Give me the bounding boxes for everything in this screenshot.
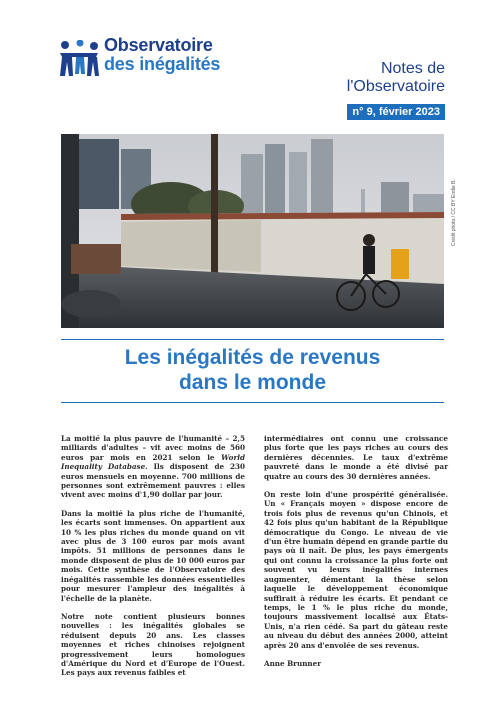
paragraph-2: Dans la moitié la plus riche de l'humanité, les écarts sont immenses. On appartient aux 10 % les plus riches du monde quand on vit avec plus de 3 100 euros par mois avant impôts. 51 millions de personnes dans le monde disposent de plus de 10 000 euros par mois. Cette synthèse de l'Observatoire des inégalités rassemble les données essentielles pour mesurer l'ampleur des inégalités à l'échelle de la planète. xyxy=(61,508,245,603)
brand-logo xyxy=(58,36,238,80)
body-column-right xyxy=(264,434,448,677)
author-name: Anne Brunner xyxy=(264,658,322,668)
photo-credit: Crédit photo / CC BY Endie B. xyxy=(451,179,457,246)
title-line2: dans le monde xyxy=(178,371,327,394)
paragraph-4: On reste loin d'une prospérité généralisée. Un « Français moyen » dispose encore de trois fois plus de revenus qu'un Chinois, et 42 fois plus qu'un habitant de la République démocratique du Congo. Le niveau de vie d'un être humain dépend en grande partie du pays où il naît. De plus, les pays émergents qui ont connu la croissance la plus forte ont souvent vu leurs inégalités internes augmenter, démentant la thèse selon laquelle le développement économique suffirait à réduire les écarts. Et pendant ce temps, le 1 % le plus riche du monde, toujours massivement localisé aux États-Unis, n'a rien cédé. Sa part du gâteau reste au niveau du début des années 2000, atteint après 20 ans d'envolée de ses revenus. xyxy=(264,490,449,650)
header-rule xyxy=(349,119,445,120)
series-line1: Notes de xyxy=(380,60,445,77)
issue-badge: n° 9, février 2023 xyxy=(347,104,445,120)
street-scene-image xyxy=(61,134,444,328)
title-rule-top xyxy=(61,339,444,340)
source-name: World Inequality Database xyxy=(61,452,245,472)
page-title xyxy=(61,345,444,395)
cover-photo xyxy=(61,134,444,328)
paragraph-3: Notre note contient plusieurs bonnes nouvelles : les inégalités globales se réduisent depuis 20 ans. Les classes moyennes et riches chinoises rejoignent progressivement leurs homologues d'Amérique du Nord et d'Europe de l'Ouest. Les pays aux revenus faibles et xyxy=(61,611,245,678)
brand-line2: des inégalités xyxy=(104,54,221,74)
paragraph-3-continued: intermédiaires ont connu une croissance plus forte que les pays riches au cours des dernières décennies. Le taux d'extrême pauvreté dans le monde a été divisé par quatre au cours des 30 dernières années. xyxy=(264,434,448,481)
people-logo-icon xyxy=(58,40,102,78)
series-line2: l'Observatoire xyxy=(346,78,445,95)
paragraph-1-start: La moitié la plus pauvre de l'humanité – 2,5 milliards d'adultes – vit avec moins de 560 euros par mois en 2021 selon le xyxy=(61,434,245,462)
brand-line1: Observatoire xyxy=(104,35,213,55)
brand-name xyxy=(104,36,220,74)
title-rule-bottom xyxy=(61,402,444,403)
body-column-left xyxy=(61,434,245,687)
paragraph-1 xyxy=(61,434,245,500)
title-line1: Les inégalités de revenus xyxy=(124,346,381,369)
paragraph-1-end: . Ils disposent de 230 euros mensuels en moyenne. 700 millions de personnes sont extrêmement pauvres : elles vivent avec moins d'1,90 dollar par jour. xyxy=(61,462,245,500)
series-heading xyxy=(347,60,445,96)
